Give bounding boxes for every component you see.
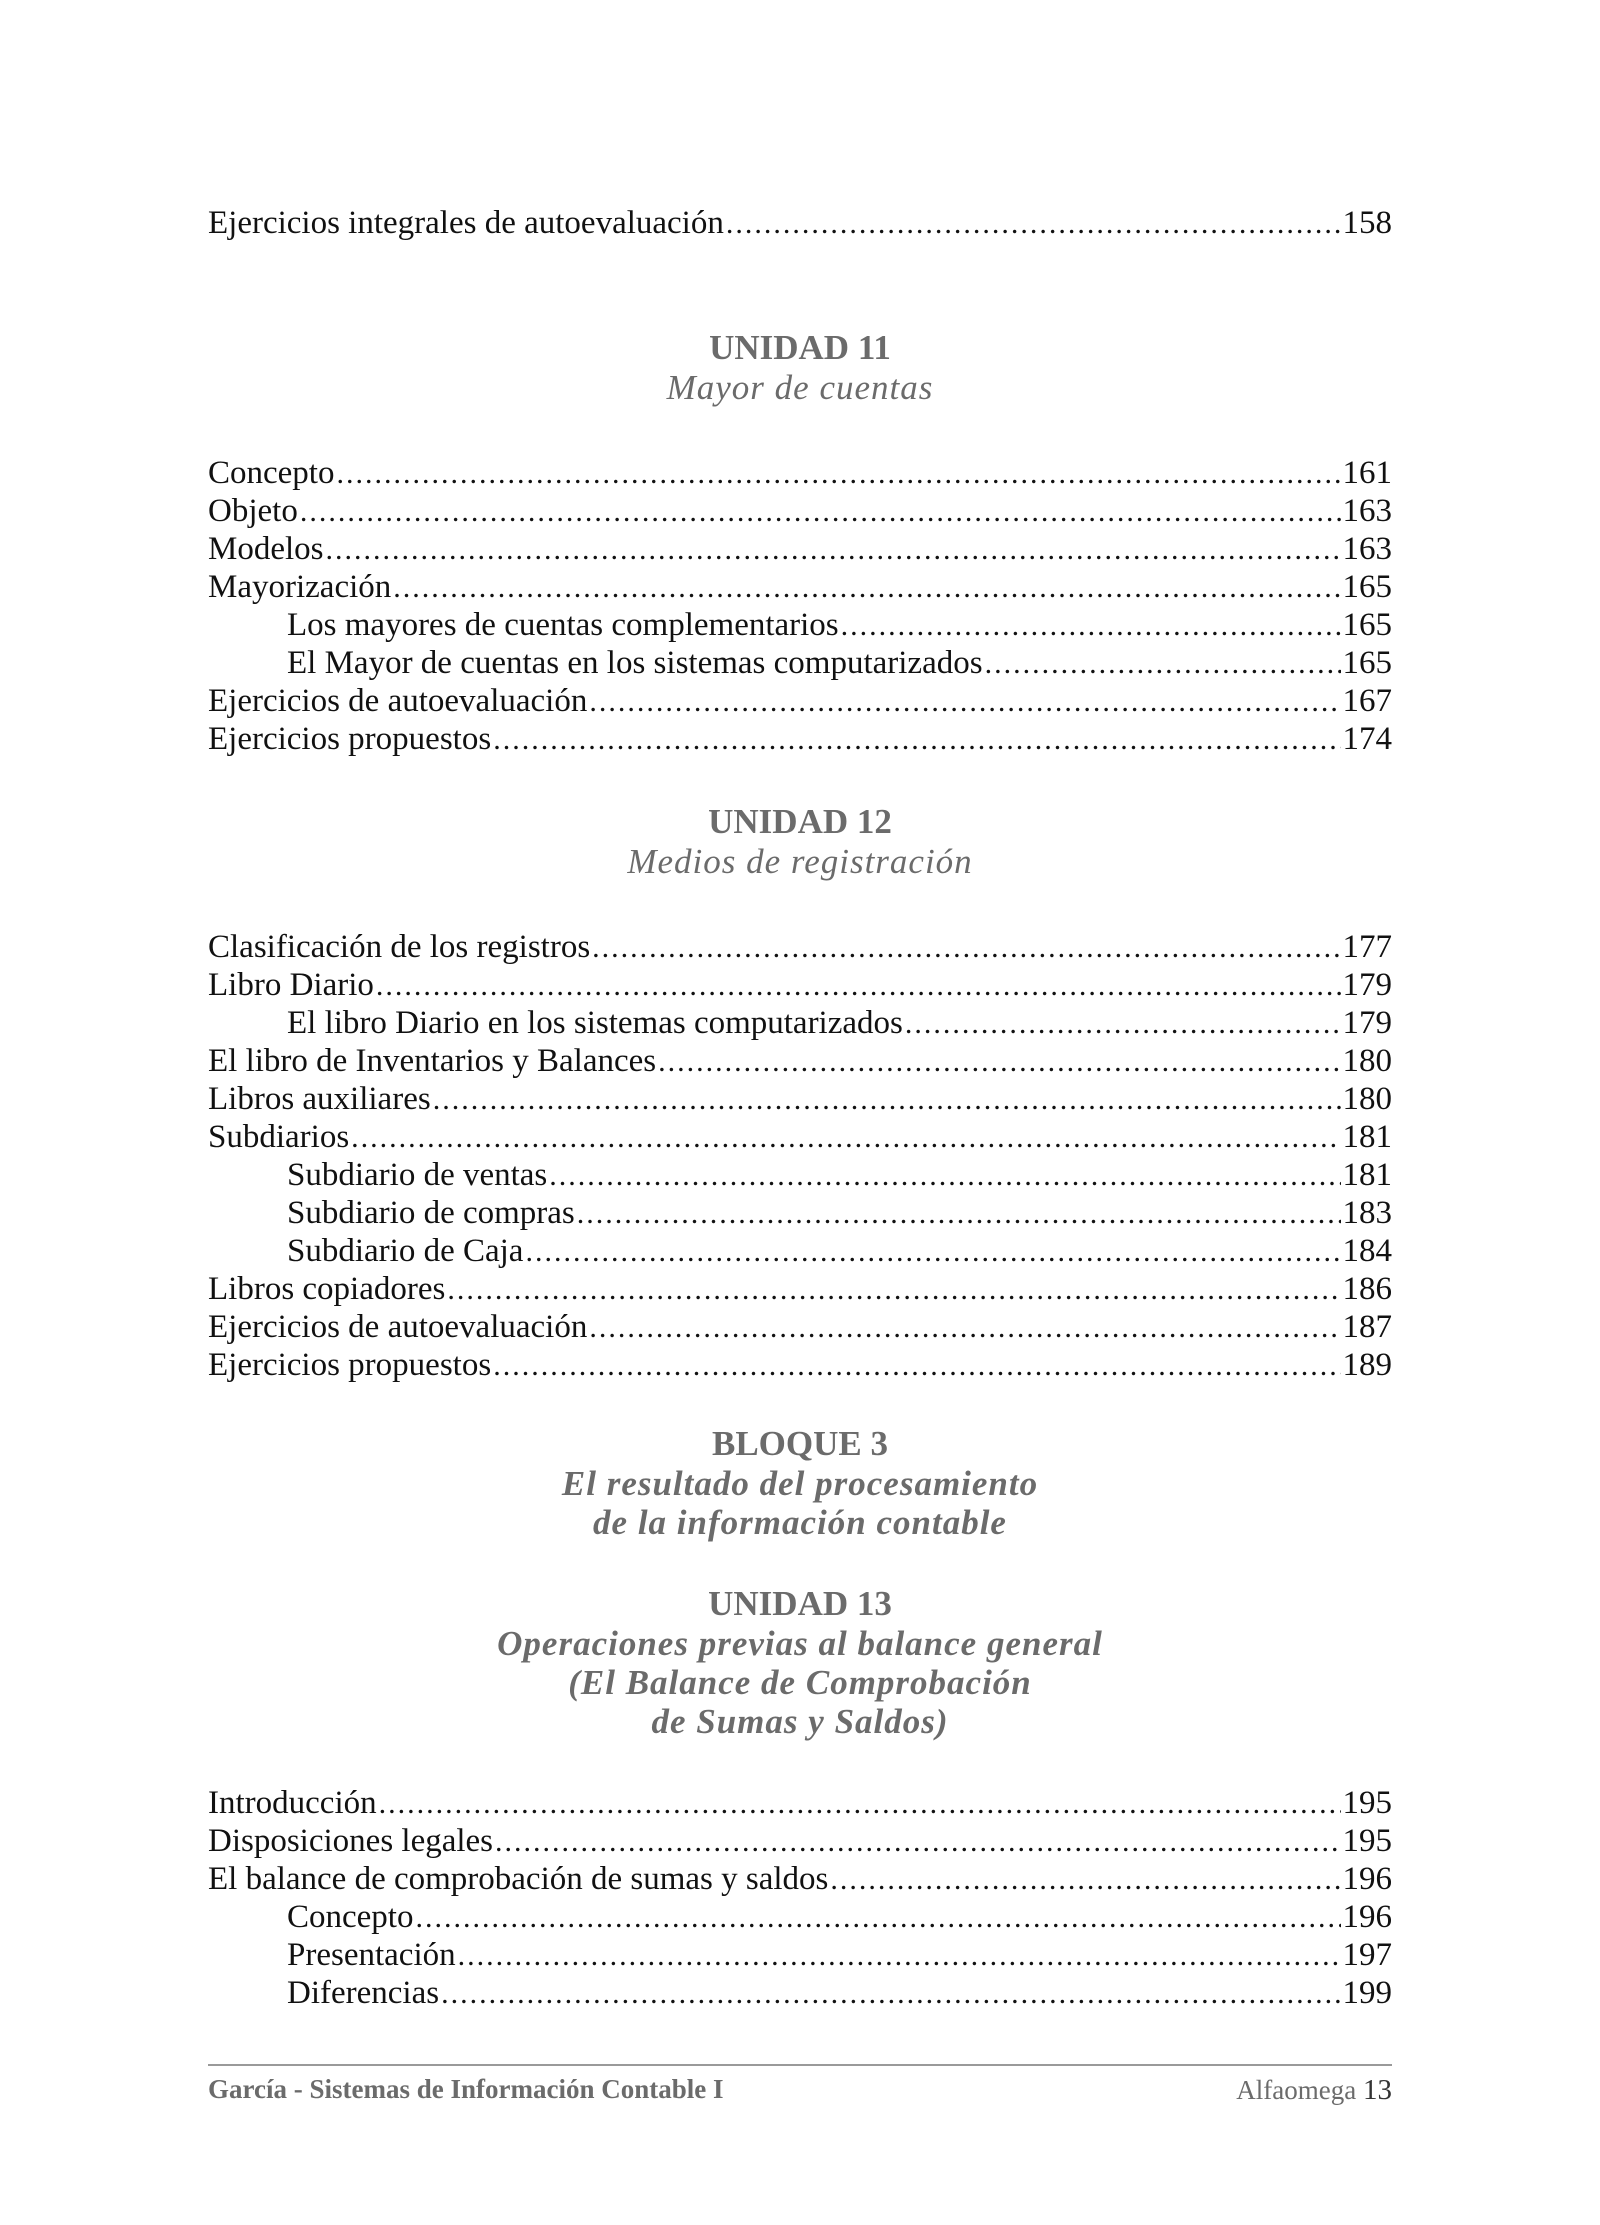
toc-entry-label: Ejercicios de autoevaluación — [208, 1309, 588, 1345]
toc-entry — [208, 1346, 1392, 1384]
toc-entry — [208, 1822, 1392, 1860]
toc-entry-label: Introducción — [208, 1785, 377, 1821]
footer-divider — [208, 2064, 1392, 2066]
leader-dots — [493, 721, 1340, 759]
leader-dots — [336, 455, 1340, 493]
toc-entry-label: Ejercicios de autoevaluación — [208, 683, 588, 719]
toc-subentry — [208, 1974, 1392, 2012]
unit-title: UNIDAD 11 — [709, 328, 891, 367]
toc-entry-label: Subdiario de Caja — [287, 1233, 524, 1269]
toc-entry-label: Mayorización — [208, 569, 392, 605]
toc-entry-page: 161 — [1342, 455, 1392, 491]
unit-subtitle-line: de Sumas y Saldos) — [651, 1702, 949, 1741]
unit-subtitle-line: (El Balance de Comprobación — [568, 1663, 1032, 1702]
toc-subentry — [208, 1156, 1392, 1194]
toc-entry-page: 158 — [1342, 205, 1392, 241]
toc-entry-page: 167 — [1342, 683, 1392, 719]
toc-entry — [208, 204, 1392, 242]
leader-dots — [589, 683, 1340, 721]
toc-entry-label: Subdiario de ventas — [287, 1157, 548, 1193]
toc-entry-page: 186 — [1342, 1271, 1392, 1307]
toc-entry-page: 179 — [1342, 967, 1392, 1003]
toc-entry-page: 189 — [1342, 1347, 1392, 1383]
leader-dots — [726, 205, 1341, 243]
toc-entry-label: Subdiario de compras — [287, 1195, 575, 1231]
leader-dots — [830, 1861, 1340, 1899]
leader-dots — [458, 1937, 1341, 1975]
toc-entry-page: 195 — [1342, 1785, 1392, 1821]
toc-entry — [208, 720, 1392, 758]
toc-entry-label: El libro Diario en los sistemas computarizados — [287, 1005, 903, 1041]
toc-entry — [208, 492, 1392, 530]
toc-entry-label: Objeto — [208, 493, 298, 529]
toc-entry-label: Ejercicios integrales de autoevaluación — [208, 205, 724, 241]
toc-entry-page: 184 — [1342, 1233, 1392, 1269]
leader-dots — [376, 967, 1341, 1005]
toc-entry — [208, 1784, 1392, 1822]
toc-entry — [208, 966, 1392, 1004]
unit-subtitle-line: Operaciones previas al balance general — [497, 1624, 1103, 1663]
toc-entry-label: Concepto — [208, 455, 335, 491]
unit-title: UNIDAD 13 — [708, 1584, 892, 1623]
block-subtitle-line: El resultado del procesamiento — [561, 1464, 1039, 1503]
toc-entry — [208, 928, 1392, 966]
toc-entry-label: El libro de Inventarios y Balances — [208, 1043, 657, 1079]
toc-subentry — [208, 606, 1392, 644]
leader-dots — [549, 1157, 1340, 1195]
toc-entry-page: 181 — [1342, 1119, 1392, 1155]
toc-entry-label: Concepto — [287, 1899, 414, 1935]
toc-subentry — [208, 1936, 1392, 1974]
toc-entry-page: 199 — [1342, 1975, 1392, 2011]
toc-entry-page: 180 — [1342, 1081, 1392, 1117]
leader-dots — [447, 1271, 1340, 1309]
toc-entry — [208, 1860, 1392, 1898]
leader-dots — [592, 929, 1340, 967]
toc-entry-label: Libros copiadores — [208, 1271, 446, 1307]
block-title: BLOQUE 3 — [711, 1424, 888, 1463]
toc-subentry — [208, 1232, 1392, 1270]
toc-entry-page: 165 — [1342, 645, 1392, 681]
leader-dots — [326, 531, 1341, 569]
leader-dots — [493, 1347, 1340, 1385]
leader-dots — [351, 1119, 1340, 1157]
unit-subtitle: Mayor de cuentas — [666, 368, 934, 407]
toc-entry-page: 163 — [1342, 493, 1392, 529]
leader-dots — [658, 1043, 1340, 1081]
leader-dots — [393, 569, 1340, 607]
toc-entry-page: 174 — [1342, 721, 1392, 757]
toc-subentry — [208, 1194, 1392, 1232]
toc-entry-page: 180 — [1342, 1043, 1392, 1079]
toc-entry — [208, 454, 1392, 492]
toc-entry-label: Ejercicios propuestos — [208, 721, 492, 757]
block-heading — [208, 1424, 1392, 1542]
leader-dots — [985, 645, 1341, 683]
unit-heading — [208, 328, 1392, 407]
page-number: 13 — [1363, 2074, 1392, 2106]
toc-entry-label: Los mayores de cuentas complementarios — [287, 607, 839, 643]
leader-dots — [589, 1309, 1340, 1347]
toc-entry-page: 165 — [1342, 569, 1392, 605]
footer-publisher — [1236, 2074, 1392, 2107]
publisher-name: Alfaomega — [1236, 2075, 1357, 2105]
toc-subentry — [208, 1898, 1392, 1936]
toc-entry — [208, 1080, 1392, 1118]
toc-entry-label: Libro Diario — [208, 967, 374, 1003]
toc-entry-page: 163 — [1342, 531, 1392, 567]
leader-dots — [841, 607, 1341, 645]
toc-entry-page: 196 — [1342, 1899, 1392, 1935]
toc-entry-page: 187 — [1342, 1309, 1392, 1345]
unit-heading — [208, 1584, 1392, 1741]
unit-heading — [208, 802, 1392, 881]
toc-entry-label: Ejercicios propuestos — [208, 1347, 492, 1383]
leader-dots — [379, 1785, 1341, 1823]
leader-dots — [415, 1899, 1340, 1937]
toc-entry — [208, 568, 1392, 606]
leader-dots — [525, 1233, 1340, 1271]
block-subtitle-line: de la información contable — [593, 1503, 1007, 1542]
leader-dots — [905, 1005, 1341, 1043]
unit-subtitle: Medios de registración — [627, 842, 973, 881]
toc-entry — [208, 1118, 1392, 1156]
leader-dots — [441, 1975, 1340, 2013]
toc-subentry — [208, 644, 1392, 682]
toc-entry-page: 165 — [1342, 607, 1392, 643]
toc-subentry — [208, 1004, 1392, 1042]
unit-title: UNIDAD 12 — [708, 802, 892, 841]
toc-entry-label: Presentación — [287, 1937, 456, 1973]
toc-entry — [208, 530, 1392, 568]
leader-dots — [577, 1195, 1341, 1233]
toc-entry-page: 196 — [1342, 1861, 1392, 1897]
toc-entry-label: El balance de comprobación de sumas y saldos — [208, 1861, 829, 1897]
leader-dots — [433, 1081, 1341, 1119]
toc-entry-label: Clasificación de los registros — [208, 929, 591, 965]
toc-entry — [208, 1308, 1392, 1346]
leader-dots — [300, 493, 1341, 531]
toc-entry-label: Diferencias — [287, 1975, 440, 2011]
toc-entry-label: Modelos — [208, 531, 324, 567]
toc-entry-page: 183 — [1342, 1195, 1392, 1231]
toc-entry — [208, 1042, 1392, 1080]
toc-entry-label: El Mayor de cuentas en los sistemas computarizados — [287, 645, 983, 681]
toc-entry-page: 179 — [1342, 1005, 1392, 1041]
toc-entry-page: 197 — [1342, 1937, 1392, 1973]
toc-entry-label: Disposiciones legales — [208, 1823, 494, 1859]
toc-entry — [208, 1270, 1392, 1308]
toc-entry-label: Libros auxiliares — [208, 1081, 431, 1117]
toc-entry — [208, 682, 1392, 720]
leader-dots — [495, 1823, 1340, 1861]
footer-book-title: García - Sistemas de Información Contable I — [208, 2074, 724, 2104]
toc-entry-label: Subdiarios — [208, 1119, 350, 1155]
toc-entry-page: 195 — [1342, 1823, 1392, 1859]
toc-entry-page: 177 — [1342, 929, 1392, 965]
toc-entry-page: 181 — [1342, 1157, 1392, 1193]
